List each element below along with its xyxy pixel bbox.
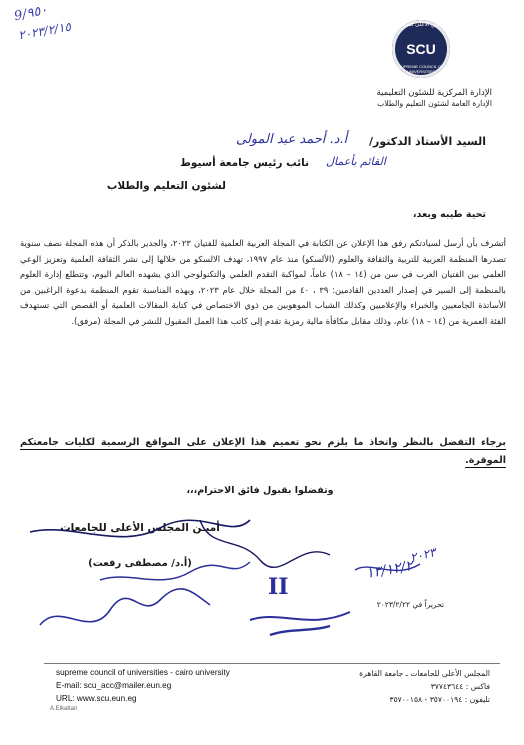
signature-stroke-2 [200, 520, 330, 567]
handwritten-side-note-2: ٢٠٢٣ [408, 545, 438, 565]
addressee-department: لشئون التعليم والطلاب [106, 180, 226, 192]
signatory-title: أميـن المجلس الأعلى للجامعات [60, 522, 220, 534]
signature-stroke-6 [270, 626, 330, 635]
footer-divider [44, 663, 500, 664]
addressee-title: السيد الأستاذ الدكتور/ [368, 135, 486, 148]
logo-caption-en: SUPREME COUNCIL OF UNIVERSITIES [398, 64, 444, 74]
handwritten-acting-note: القائم بأعمال [326, 155, 386, 168]
signature-stroke-1 [30, 520, 250, 537]
body-paragraph-1: أتشرف بأن أرسل لسيادتكم رفق هذا الإعلان عن الكتابة في المجلة العربية العلمية للفتيان ٢٠٢٣، والجدير بالذكر أن هذه المجلة نصف سنوية تصدرها المنظمة العربية للتربية والثقافة والعلوم (الألسكو) منذ عام ١٩٩٧، تهدف الالسكو من خلالها إلى نشر الثقافة العلمية وتعزيز الوعي العلمي بين الفتيان العرب في سن من (١٤ – ١٨) عاماً، لمواكبة التقدم العلمي والتكنولوجي الذي يشهده العالم اليوم، وتتطلع إدارة العلوم بالمنظمة إلى السير في إصدار العددين القادمين: ٣٩ ، ٤٠ من المجلة خلال عام ٢٠٢٣، وبهذه المناسبة تقوم المنظمة بدعوة الراغبين من الأساتذة الجامعيين والخبراء والإعلاميين وكذلك الشباب الموهوبين من ذوي الاختصاص في كتابة المقالات العلمية أو القصص التي تستهدف الفئة العمرية من (١٤ – ١٨) عام، وذلك مقابل مكافأة مالية رمزية تقدم إلى كاتب هذا العمل المقبول للنشر في المجلة (مرفق). [20, 238, 507, 326]
footer-org-en: supreme council of universities - cairo university [56, 668, 230, 677]
department-name-2: الإدارة العامة لشئون التعليم والطلاب [377, 99, 492, 108]
footer-url: URL: www.scu.eun.eg [56, 694, 137, 703]
handwritten-side-note-1: ١٣/١٢/٢ [364, 558, 415, 582]
logo-text: SCU [406, 41, 436, 57]
issue-date: تحريراً في ٢٠٢٣/٢/٢٢ [376, 600, 444, 609]
handwritten-addressee-name: أ.د. أحمد عبد المولى [236, 132, 348, 147]
handwritten-reference-date: ٢٠٢٣/٢/١٥ [17, 19, 73, 43]
footer-initials: A.Elkattan [50, 706, 78, 712]
footer-email: E-mail: scu_acc@mailer.eun.eg [56, 681, 172, 690]
body-paragraph-2 [20, 434, 506, 470]
footer-fax: فاكس : ٣٧٧٤٣٦٤٤ [430, 682, 490, 691]
signature-stroke-3 [40, 589, 210, 625]
greeting: تحية طيبه وبعد، [412, 209, 486, 220]
handwritten-initials: II [268, 574, 289, 600]
footer-phone: تليفون : ٣٥٧٠٠١٩٤ - ٣٥٧٠٠١٥٨ [389, 695, 490, 704]
signature-stroke-4 [100, 562, 250, 580]
signature-stroke-5 [250, 612, 350, 620]
department-name-1: الإدارة المركزية للشئون التعليمية [376, 88, 492, 98]
logo-caption-ar: المجلس الأعلى للجامعات [392, 22, 450, 28]
addressee-position: نائب رئيس جامعة أسيوط [180, 157, 310, 169]
footer-org-ar: المجلس الأعلى للجامعات ـ جامعة القاهرة [359, 669, 490, 678]
request-text: برجاء التفضل بالنظر واتخاذ ما يلزم نحو تعميم هذا الإعلان على المواقع الرسمية لكليات جامعتكم الموقرة. [20, 437, 506, 466]
signatory-name: (أ.د/ مصطفى رفعت) [88, 558, 192, 569]
signature-scribble [0, 500, 524, 660]
handwritten-reference-number: 9/٩٥٠ [12, 2, 49, 25]
closing-text: وتفضلوا بقبول فائق الاحترام،،، [186, 485, 334, 496]
